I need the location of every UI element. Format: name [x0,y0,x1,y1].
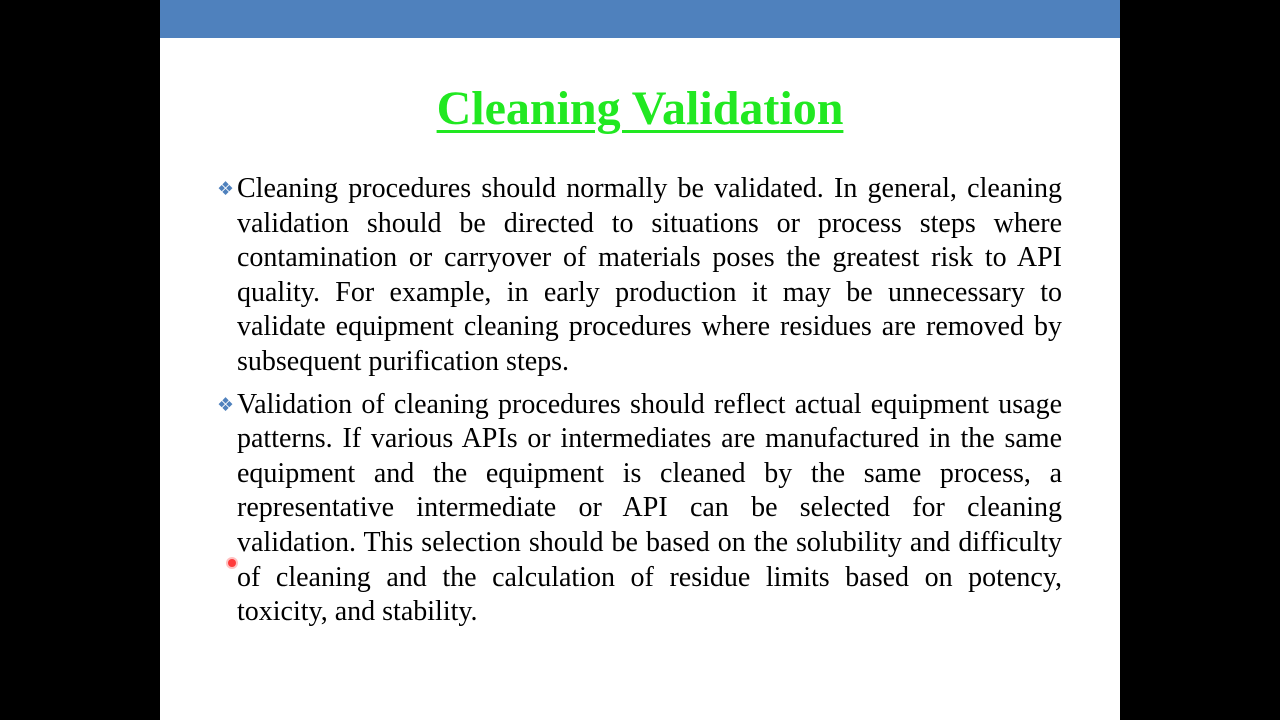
bullet-item [217,388,1062,630]
bullet-list [217,172,1062,638]
slide-title: Cleaning Validation [436,82,844,135]
slide [160,0,1120,720]
slide-top-bar [160,0,1120,38]
bullet-text: Cleaning procedures should normally be validated. In general, cleaning validation should be directed to situations or process steps where contamination or carryover of materials poses the greatest risk to API quality. For example, in early production it may be unnecessary to validate equipment cleaning procedures where residues are removed by subsequent purification steps. [237,173,1062,377]
diamond-bullet-icon: ❖ [217,393,235,416]
diamond-bullet-icon: ❖ [217,178,235,200]
bullet-item [217,172,1062,380]
laser-pointer-icon [228,559,236,567]
bullet-text: Validation of cleaning procedures should reflect actual equipment usage patterns. If various APIs or intermediates are manufactured in the same equipment and the equipment is cleaned by the same process, a representative intermediate or API can be selected for cleaning validation. This selection should be based on the solubility and difficulty of cleaning and the calculation of residue limits based on potency, toxicity, and stability. [237,388,1062,628]
